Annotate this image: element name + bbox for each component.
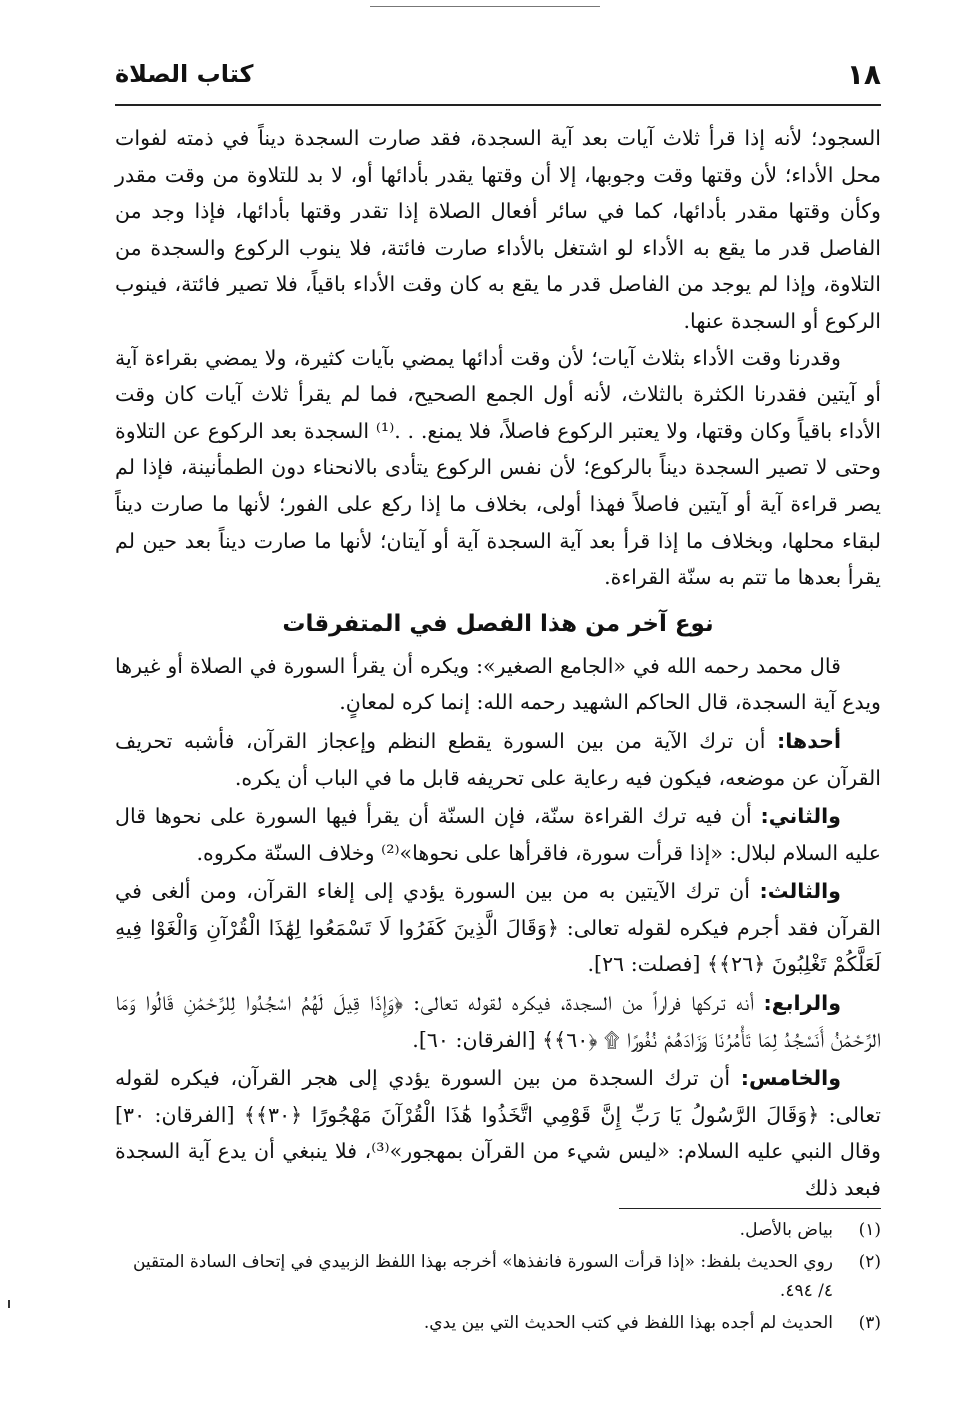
- reason-text: أن ترك الآية من بين السورة يقطع النظم وإعجاز القرآن، فأشبه تحريف القرآن عن موضعه، فيكون فيه رعاية على تحريفه قابل ما في الباب أن يكره.: [115, 728, 881, 790]
- reason-2: [115, 798, 881, 871]
- footnote-separator: [619, 1208, 881, 1209]
- header-rule: [115, 104, 881, 106]
- reason-3: [115, 873, 881, 983]
- footnotes: [115, 1216, 881, 1341]
- footnote-1: [115, 1216, 881, 1245]
- reason-1: [115, 723, 881, 796]
- reason-lead: أحدها:: [776, 728, 841, 753]
- reason-lead: والخامس:: [740, 1066, 841, 1091]
- footnote-2: [115, 1248, 881, 1306]
- reason-5: [115, 1060, 881, 1206]
- reason-text: أن ترك الآيتين به من بين السورة يؤدي إلى إلغاء القرآن، ومن ألغى في القرآن فقد أجرم فيكره لقوله تعالى: ﴿وَقَالَ الَّذِينَ كَفَرُوا لَا تَسْمَعُوا لِهَٰذَا الْقُرْآنِ وَالْغَوْا فِيهِ لَعَلَّكُمْ تَغْلِبُونَ ﴿٢٦﴾﴾ [فصلت: ٢٦].: [115, 879, 881, 977]
- reason-lead: والثاني:: [760, 804, 841, 829]
- footnote-3: [115, 1309, 881, 1338]
- reason-lead: والرابع:: [763, 991, 841, 1016]
- footnote-text: روي الحديث بلفظ: «إذا قرأت السورة فانفذها» أخرجه بهذا اللفظ الزبيدي في إتحاف السادة المتقين ٤/ ٤٩٤.: [132, 1252, 833, 1301]
- margin-mark: [8, 1300, 10, 1308]
- footnote-text: بياض بالأصل.: [739, 1220, 833, 1240]
- footnote-number: (٣): [858, 1313, 881, 1333]
- top-rule: [370, 6, 600, 7]
- page-header: [115, 58, 881, 102]
- reason-lead: والثالث:: [759, 879, 841, 904]
- section-heading: نوع آخر من هذا الفصل في المتفرقات: [282, 610, 714, 637]
- main-text: [115, 120, 881, 1207]
- paragraph-3: قال محمد رحمه الله في «الجامع الصغير»: ويكره أن يقرأ السورة في الصلاة أو غيرها ويدع آية السجدة، قال الحاكم الشهيد رحمه الله: إنما كره لمعانٍ.: [115, 653, 881, 715]
- reason-4: [115, 985, 881, 1058]
- reason-text: أن فيه ترك القراءة سنّة، فإن السنّة أن يقرأ فيها السورة على نحوها قال عليه السلام لبلال: «إذا قرأت سورة، فاقرأها على نحوها»⁽²⁾ وخلاف السنّة مكروه.: [115, 804, 881, 865]
- footnote-text: الحديث لم أجده بهذا اللفظ في كتب الحديث التي بين يدي.: [423, 1313, 833, 1333]
- reason-text: أن ترك السجدة من بين السورة يؤدي إلى هجر القرآن، فيكره لقوله تعالى: ﴿وَقَالَ الرَّسُولُ يَا رَبِّ إِنَّ قَوْمِي اتَّخَذُوا هَٰذَا الْقُرْآنَ مَهْجُورًا ﴿٣٠﴾﴾ [الفرقان: ٣٠] وقال النبي عليه السلام: «ليس شيء من القرآن بمهجور»⁽³⁾، فلا ينبغي أن يدع آية السجدة فبعد ذلك: [115, 1066, 881, 1201]
- book-title: كتاب الصلاة: [115, 60, 254, 88]
- paragraph-2: وقدرنا وقت الأداء بثلاث آيات؛ لأن وقت أدائها يمضي بآيات كثيرة، ولا يمضي بقراءة آية أو آيتين فقدرنا الكثرة بالثلاث، لأنه أول الجمع الصحيح، فما لم يقرأ ثلاث آيات كان وقت الأداء باقياً وكان وقتها، ولا يعتبر الركوع فاصلاً، فلا يمنع. . .⁽¹⁾ السجدة بعد الركوع عن التلاوة وحتى لا تصير السجدة ديناً بالركوع؛ لأن نفس الركوع يتأدى بالانحناء دون الطمأنينة، فإذا لم يصر قراءة آية أو آيتين فاصلاً فهذا أولى، بخلاف ما إذا ركع على الفور؛ لأنها ما صارت ديناً لبقاء محلها، وبخلاف ما إذا قرأ بعد آية السجدة آية أو آيتان؛ لأنها ما صارت ديناً بعد حين لم يقرأ بعدها ما تتم به سنّة القراءة.: [115, 345, 881, 590]
- page-number: ١٨: [846, 58, 881, 91]
- footnote-number: (٢): [858, 1252, 881, 1272]
- reason-text: أنه تركها فراراً من السجدة، فيكره لقوله تعالى: ﴿وَإِذَا قِيلَ لَهُمُ اسْجُدُوا لِلرَّحْمَٰنِ قَالُوا وَمَا الرَّحْمَٰنُ أَنَسْجُدُ لِمَا تَأْمُرُنَا وَزَادَهُمْ نُفُورًا ۩ ﴿٦٠﴾﴾ [الفرقان: ٦٠].: [115, 991, 881, 1052]
- footnote-number: (١): [858, 1220, 881, 1240]
- paragraph-1: السجود؛ لأنه إذا قرأ ثلاث آيات بعد آية السجدة، فقد صارت السجدة ديناً في ذمته لفوات محل الأداء؛ لأن وقتها وقت وجوبها، إلا أن وقتها يقدر بأدائها أو، لا بد للتلاوة من وقت مقدر وكأن وقتها مقدر بأدائها، كما في سائر أفعال الصلاة إذا تقدر وقتها بأدائها، فإذا وجد من الفاصل قدر ما يقع به الأداء لو اشتغل بالأداء صارت فائتة، فلا ينوب الركوع والسجدة من التلاوة، وإذا لم يوجد من الفاصل قدر ما يقع به كان وقت الأداء باقياً، فلا تصير فائتة، فينوب الركوع أو السجدة عنها.: [115, 126, 881, 333]
